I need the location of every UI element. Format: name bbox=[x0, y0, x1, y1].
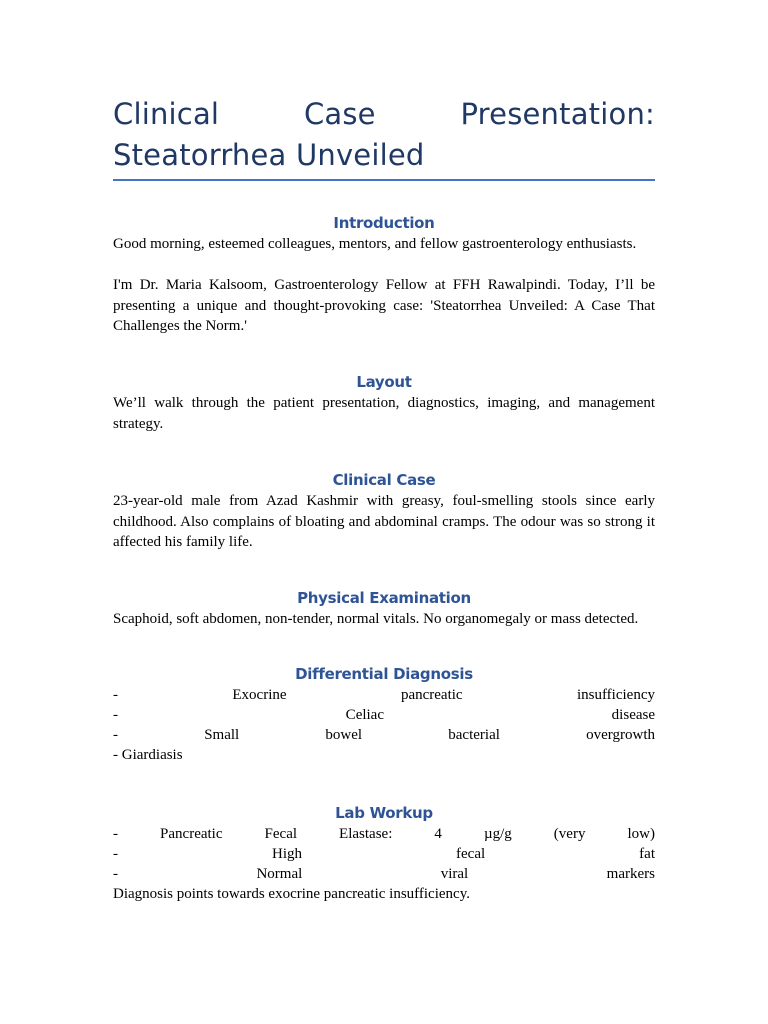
intro-greeting: Good morning, esteemed colleagues, mentors, and fellow gastroenterology enthusiasts. bbox=[113, 236, 637, 252]
section-physical-examination bbox=[113, 587, 655, 630]
list-item: - Normal viral markers bbox=[113, 866, 655, 882]
heading-layout: Layout bbox=[356, 373, 412, 391]
heading-clinical-case: Clinical Case bbox=[332, 471, 436, 489]
section-lab-workup bbox=[113, 802, 655, 904]
list-item: - Giardiasis bbox=[113, 747, 183, 763]
layout-text: We’ll walk through the patient presentation, diagnostics, imaging, and management strategy. bbox=[113, 395, 655, 432]
list-item: - Small bowel bacterial overgrowth bbox=[113, 727, 655, 743]
section-introduction bbox=[113, 212, 655, 337]
heading-lab-workup: Lab Workup bbox=[335, 804, 433, 822]
section-clinical-case bbox=[113, 469, 655, 553]
list-item: - Pancreatic Fecal Elastase: 4 µg/g (very low) bbox=[113, 826, 655, 842]
lab-conclusion: Diagnosis points towards exocrine pancreatic insufficiency. bbox=[113, 886, 470, 902]
list-item: - Exocrine pancreatic insufficiency bbox=[113, 687, 655, 703]
heading-physical-examination: Physical Examination bbox=[297, 589, 471, 607]
intro-presenter: I'm Dr. Maria Kalsoom, Gastroenterology Fellow at FFH Rawalpindi. Today, I’ll be presenting a unique and thought-provoking case: 'Steatorrhea Unveiled: A Case That Challenges the Norm.' bbox=[113, 277, 655, 334]
section-differential-diagnosis bbox=[113, 663, 655, 765]
section-layout bbox=[113, 371, 655, 434]
heading-introduction: Introduction bbox=[333, 214, 435, 232]
physical-exam-text: Scaphoid, soft abdomen, non-tender, normal vitals. No organomegaly or mass detected. bbox=[113, 611, 639, 627]
heading-differential-diagnosis: Differential Diagnosis bbox=[295, 665, 473, 683]
list-item: - Celiac disease bbox=[113, 707, 655, 723]
list-item: - High fecal fat bbox=[113, 846, 655, 862]
document-title: Clinical Case Presentation: Steatorrhea Unveiled bbox=[113, 97, 655, 172]
title-underline bbox=[113, 179, 655, 181]
clinical-case-text: 23-year-old male from Azad Kashmir with greasy, foul-smelling stools since early childhood. Also complains of bloating and abdominal cramps. The odour was so strong it affected his family life. bbox=[113, 493, 655, 550]
